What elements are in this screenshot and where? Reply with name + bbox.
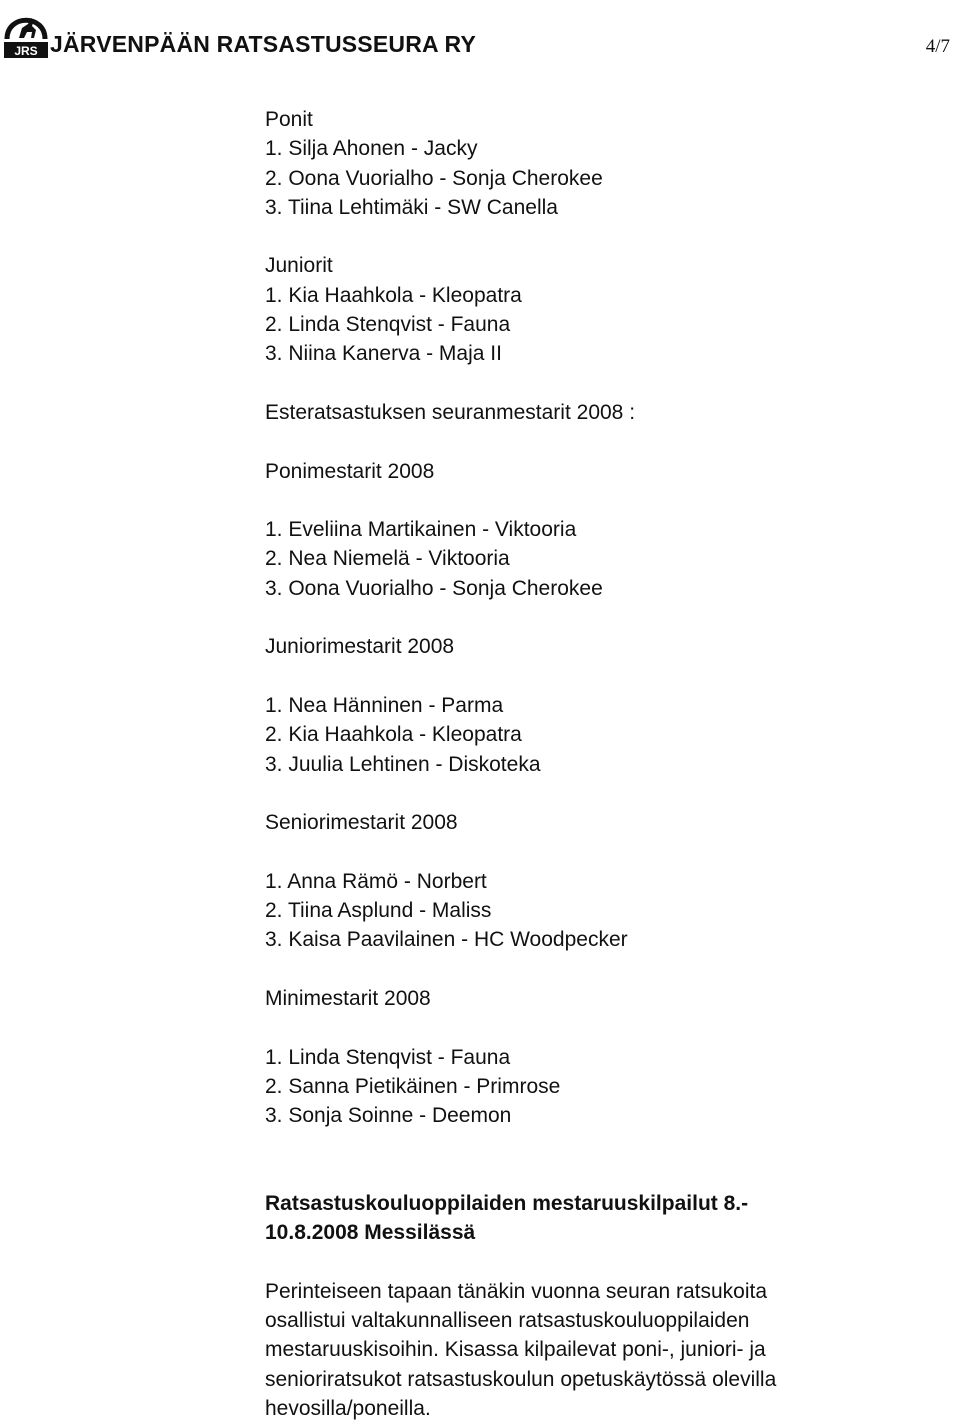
champions-juniorimestarit bbox=[265, 632, 945, 778]
list-item: 3. Tiina Lehtimäki - SW Canella bbox=[265, 195, 558, 219]
document-body bbox=[265, 105, 945, 1423]
results-group-juniorit bbox=[265, 251, 945, 368]
list-item: 2. Sanna Pietikäinen - Primrose bbox=[265, 1074, 561, 1098]
list-item: 1. Eveliina Martikainen - Viktooria bbox=[265, 518, 577, 542]
champions-heading: Esteratsastuksen seuranmestarit 2008 : bbox=[265, 400, 636, 424]
list-item: 3. Sonja Soinne - Deemon bbox=[265, 1104, 512, 1128]
group-title: Ponit bbox=[265, 108, 313, 131]
list-item: 3. Oona Vuorialho - Sonja Cherokee bbox=[265, 576, 603, 600]
list-item: 2. Nea Niemelä - Viktooria bbox=[265, 547, 510, 571]
page-number: 4/7 bbox=[925, 36, 950, 57]
group-title: Minimestarit 2008 bbox=[265, 986, 431, 1010]
results-group-ponit bbox=[265, 105, 945, 222]
list-item: 3. Juulia Lehtinen - Diskoteka bbox=[265, 752, 541, 776]
list-item: 1. Kia Haahkola - Kleopatra bbox=[265, 283, 522, 307]
champions-ponimestarit bbox=[265, 457, 945, 603]
group-title: Juniorimestarit 2008 bbox=[265, 635, 455, 659]
group-title: Seniorimestarit 2008 bbox=[265, 811, 458, 835]
champions-seniorimestarit bbox=[265, 808, 945, 954]
paragraph-line: osallistui valtakunnalliseen ratsastuskouluoppilaiden bbox=[265, 1309, 750, 1333]
section-heading-line: Ratsastuskouluoppilaiden mestaruuskilpailut 8.- bbox=[265, 1191, 749, 1215]
section-heading bbox=[265, 1189, 945, 1248]
group-title: Juniorit bbox=[265, 254, 333, 278]
section-paragraph bbox=[265, 1277, 945, 1423]
list-item: 1. Linda Stenqvist - Fauna bbox=[265, 1045, 511, 1069]
paragraph-line: hevosilla/poneilla. bbox=[265, 1397, 431, 1421]
organization-title: JÄRVENPÄÄN RATSASTUSSEURA RY bbox=[50, 31, 477, 57]
svg-text:JRS: JRS bbox=[14, 44, 38, 58]
paragraph-line: mestaruuskisoihin. Kisassa kilpailevat poni-, juniori- ja bbox=[265, 1338, 766, 1362]
list-item: 3. Niina Kanerva - Maja II bbox=[265, 342, 502, 366]
paragraph-line: senioriratsukot ratsastuskoulun opetuskäytössä olevilla bbox=[265, 1367, 777, 1391]
list-item: 3. Kaisa Paavilainen - HC Woodpecker bbox=[265, 928, 628, 952]
list-item: 1. Anna Rämö - Norbert bbox=[265, 869, 487, 893]
list-item: 2. Tiina Asplund - Maliss bbox=[265, 899, 492, 923]
champions-minimestarit bbox=[265, 984, 945, 1130]
list-item: 1. Silja Ahonen - Jacky bbox=[265, 137, 478, 161]
list-item: 1. Nea Hänninen - Parma bbox=[265, 693, 504, 717]
list-item: 2. Kia Haahkola - Kleopatra bbox=[265, 723, 522, 747]
list-item: 2. Oona Vuorialho - Sonja Cherokee bbox=[265, 166, 603, 190]
page-header bbox=[0, 0, 960, 80]
section-heading-line: 10.8.2008 Messilässä bbox=[265, 1221, 476, 1245]
jrs-logo-icon bbox=[2, 4, 50, 64]
paragraph-line: Perinteiseen tapaan tänäkin vuonna seuran ratsukoita bbox=[265, 1279, 768, 1303]
group-title: Ponimestarit 2008 bbox=[265, 459, 435, 483]
list-item: 2. Linda Stenqvist - Fauna bbox=[265, 313, 511, 337]
